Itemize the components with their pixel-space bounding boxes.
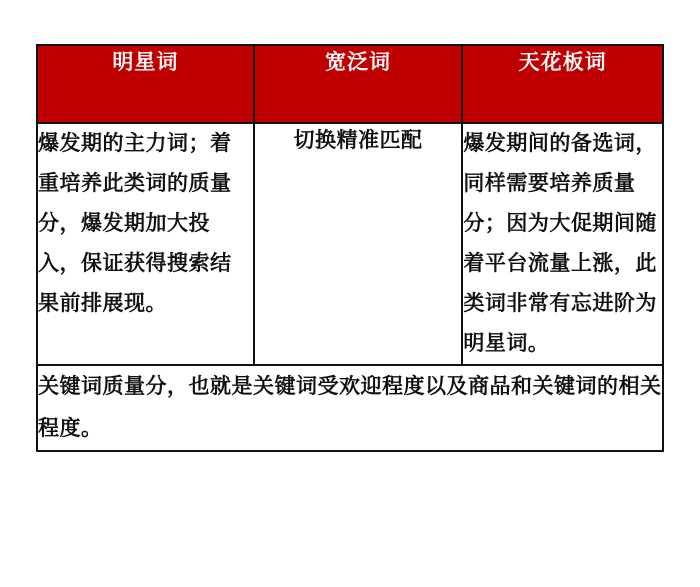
column-header-broad-word: 宽泛词: [254, 45, 463, 123]
table-row: [37, 123, 663, 365]
cell-quality-score-note: 关键词质量分，也就是关键词受欢迎程度以及商品和关键词的相关程度。: [37, 365, 663, 451]
cell-ceiling-word-description: 爆发期间的备选词，同样需要培养质量分；因为大促期间随着平台流量上涨，此类词非常有忘进阶为明星词。: [462, 123, 663, 365]
keyword-table: [36, 44, 664, 452]
table-footer-row: [37, 365, 663, 451]
column-header-star-word: 明星词: [37, 45, 254, 123]
table-header: [37, 45, 663, 123]
table-header-row: [37, 45, 663, 123]
table-body: [37, 123, 663, 451]
keyword-table-container: [36, 44, 664, 452]
cell-star-word-description: 爆发期的主力词；着重培养此类词的质量分，爆发期加大投入，保证获得搜索结果前排展现。: [37, 123, 254, 365]
cell-broad-word-description: 切换精准匹配: [254, 123, 463, 365]
column-header-ceiling-word: 天花板词: [462, 45, 663, 123]
